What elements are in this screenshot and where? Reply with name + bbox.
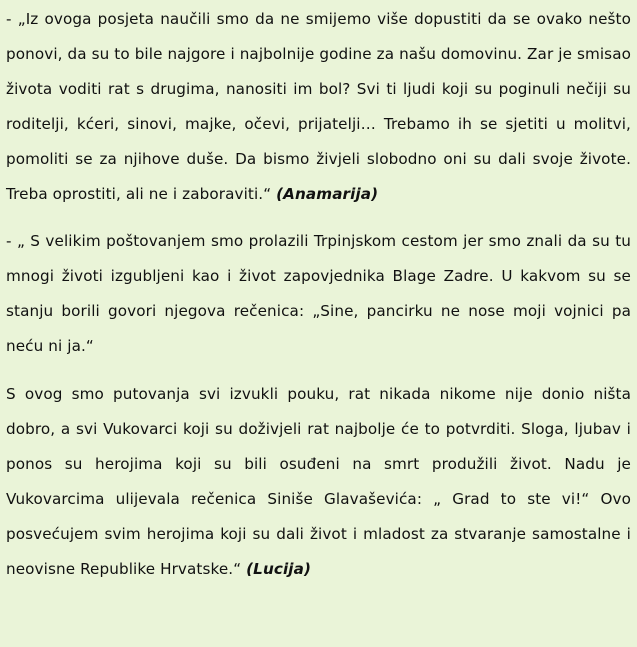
quote-text: - „ S velikim poštovanjem smo prolazili Trpinjskom cestom jer smo znali da su tu mnogi životi izgubljeni kao i život zapovjednika Blage Zadre. U kakvom su se stanju borili govori njegova rečenica: „Sine, pancirku ne nose moji vojnici pa neću ni ja.“ xyxy=(6,232,631,356)
author-signature xyxy=(276,185,378,203)
author-name: Anamarija xyxy=(283,184,372,203)
author-name: Lucija xyxy=(253,559,304,578)
author-signature xyxy=(246,560,311,578)
quote-text: S ovog smo putovanja svi izvukli pouku, rat nikada nikome nije donio ništa dobro, a svi Vukovarci koji su doživjeli rat najbolje će to potvrditi. Sloga, ljubav i ponos su herojima koji su bili osuđeni na smrt produžili život. Nadu je Vukovarcima ulijevala rečenica Siniše Glavaševića: „ Grad to ste vi!“ Ovo posvećujem svim herojima koji su dali život i mladost za stvaranje samostalne i neovisne Republike Hrvatske.“ xyxy=(6,385,631,578)
quote-text: - „Iz ovoga posjeta naučili smo da ne smijemo više dopustiti da se ovako nešto ponovi, da su to bile najgore i najbolnije godine za našu domovinu. Zar je smisao života voditi rat s drugima, nanositi im bol? Svi ti ljudi koji su poginuli nečiji su roditelji, kćeri, sinovi, majke, očevi, prijatelji… Trebamo ih se sjetiti u molitvi, pomoliti se za njihove duše. Da bismo živjeli slobodno oni su dali svoje živote. Treba oprostiti, ali ne i zaboraviti.“ xyxy=(6,10,631,203)
quote-paragraph-anamarija xyxy=(6,0,631,211)
close-paren: ) xyxy=(303,559,311,578)
open-paren: ( xyxy=(276,184,284,203)
close-paren: ) xyxy=(371,184,379,203)
open-paren: ( xyxy=(246,559,254,578)
quote-paragraph-lucija xyxy=(6,377,631,586)
quote-paragraph-trpinjska xyxy=(6,224,631,364)
